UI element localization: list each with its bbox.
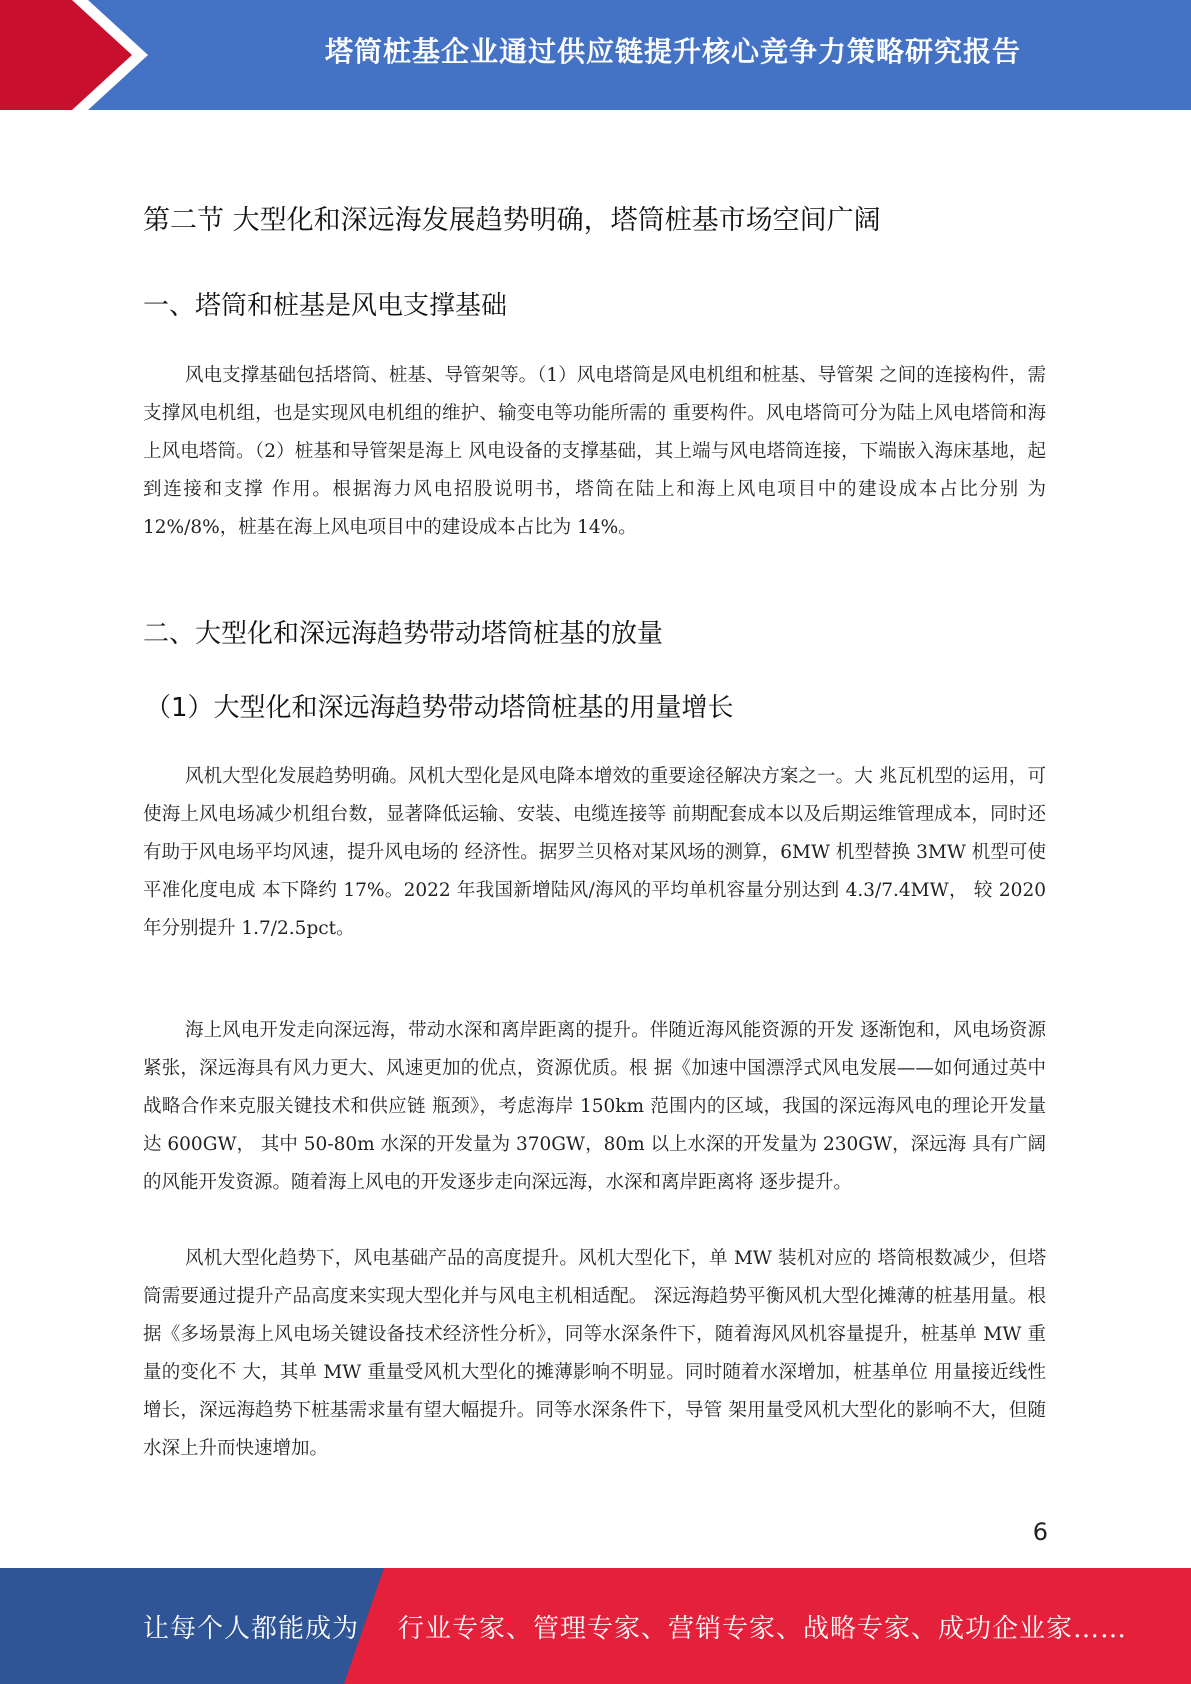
page-number: 6: [1032, 1518, 1048, 1546]
heading-part1: 一、塔筒和桩基是风电支撑基础: [143, 291, 508, 321]
paragraph-part1: 风电支撑基础包括塔筒、桩基、导管架等。（1）风电塔筒是风电机组和桩基、导管架 之间的连接构件，需支撑风电机组，也是实现风电机组的维护、输变电等功能所需的 重要构件。风电塔筒可分为陆上风电塔筒和海上风电塔筒。（2）桩基和导管架是海上 风电设备的支撑基础，其上端与风电塔筒连接，下端嵌入海床基地，起到连接和支撑 作用。根据海力风电招股说明书，塔筒在陆上和海上风电项目中的建设成本占比分别 为 12%/8%，桩基在海上风电项目中的建设成本占比为 14%。: [143, 365, 1046, 538]
footer-band: [0, 1568, 1191, 1684]
heading-part2: 二、大型化和深远海趋势带动塔筒桩基的放量: [143, 619, 664, 649]
footer-slogan-left: 让每个人都能成为: [143, 1613, 360, 1644]
paragraph-foundation-height: 风机大型化趋势下，风电基础产品的高度提升。风机大型化下，单 MW 装机对应的 塔筒根数减少，但塔筒需要通过提升产品高度来实现大型化并与风电主机相适配。 深远海趋势平衡风机大型化摊薄的桩基用量。根据《多场景海上风电场关键设备技术经济性分析》，同等水深条件下，随着海风风机容量提升，桩基单 MW 重量的变化不 大，其单 MW 重量受风机大型化的摊薄影响不明显。同时随着水深增加，桩基单位 用量接近线性增长，深远海趋势下桩基需求量有望大幅提升。同等水深条件下，导管 架用量受风机大型化的影响不大，但随水深上升而快速增加。: [143, 1248, 1046, 1459]
footer-slogan-right: 行业专家、管理专家、营销专家、战略专家、成功企业家……: [398, 1613, 1128, 1644]
header-band: [0, 0, 1191, 110]
header-chevron-icon: [0, 0, 160, 110]
report-title: 塔筒桩基企业通过供应链提升核心竞争力策略研究报告: [324, 35, 1021, 68]
section-title: 第二节 大型化和深远海发展趋势明确，塔筒桩基市场空间广阔: [143, 205, 881, 236]
paragraph-deep-sea: 海上风电开发走向深远海，带动水深和离岸距离的提升。伴随近海风能资源的开发 逐渐饱和，风电场资源紧张，深远海具有风力更大、风速更加的优点，资源优质。根 据《加速中国漂浮式风电发展——如何通过英中战略合作来克服关键技术和供应链 瓶颈》，考虑海岸 150km 范围内的区域，我国的深远海风电的理论开发量达 600GW， 其中 50-80m 水深的开发量为 370GW，80m 以上水深的开发量为 230GW，深远海 具有广阔的风能开发资源。随着海上风电的开发逐步走向深远海，水深和离岸距离将 逐步提升。: [143, 1020, 1046, 1193]
paragraph-large-turbines: 风机大型化发展趋势明确。风机大型化是风电降本增效的重要途径解决方案之一。大 兆瓦机型的运用，可使海上风电场减少机组台数，显著降低运输、安装、电缆连接等 前期配套成本以及后期运维管理成本，同时还有助于风电场平均风速，提升风电场的 经济性。据罗兰贝格对某风场的测算，6MW 机型替换 3MW 机型可使平准化度电成 本下降约 17%。2022 年我国新增陆风/海风的平均单机容量分别达到 4.3/7.4MW， 较 2020 年分别提升 1.7/2.5pct。: [143, 766, 1046, 939]
subheading-part2: （1）大型化和深远海趋势带动塔筒桩基的用量增长: [145, 693, 734, 723]
